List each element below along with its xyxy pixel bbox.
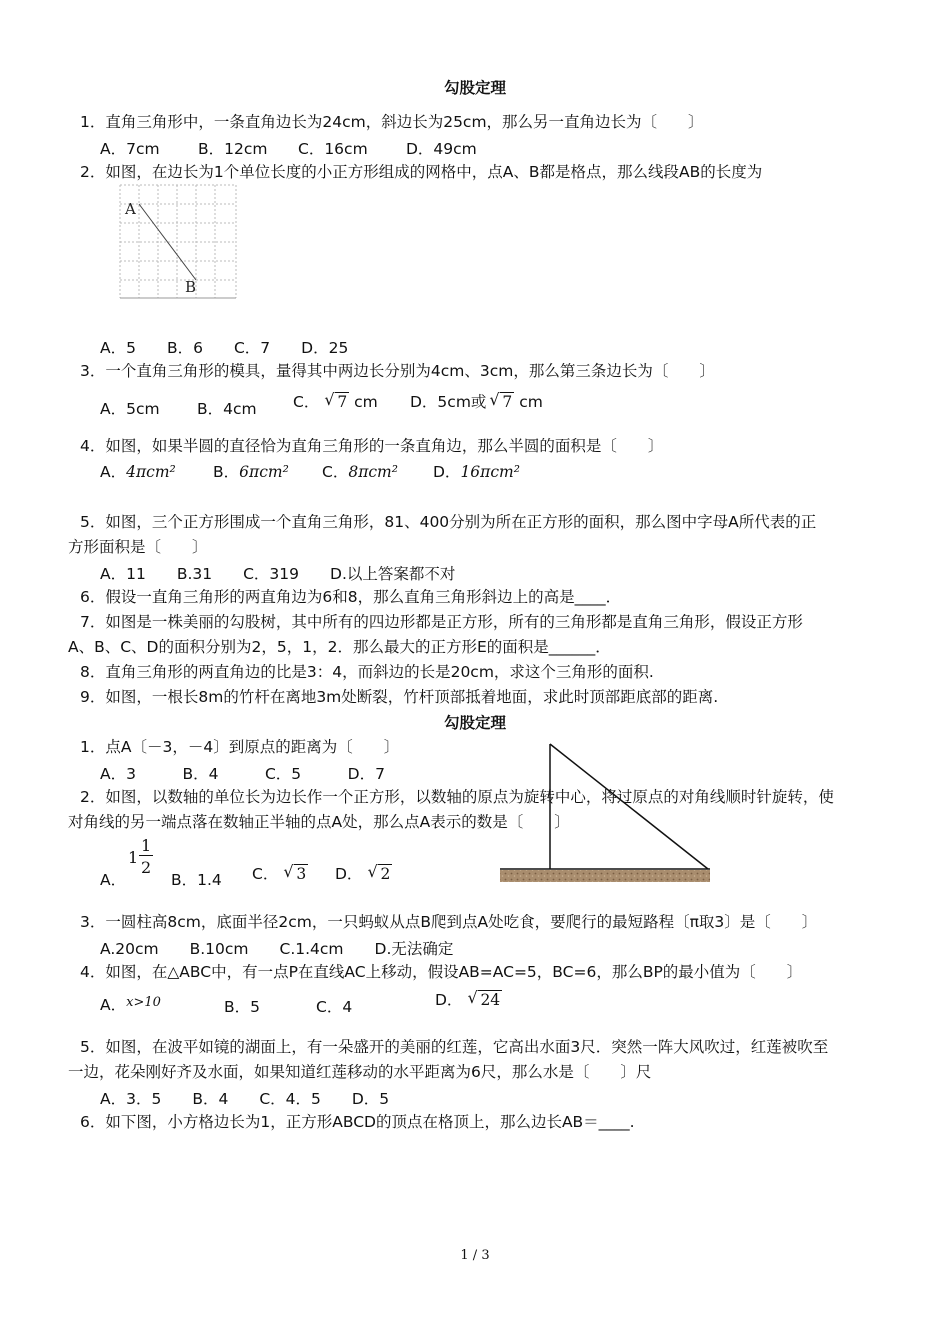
q4-option-b: B．6πcm²: [213, 463, 289, 481]
sqrt-icon: √ 7: [500, 392, 514, 411]
p2-q2-option-d: D．√ 2: [335, 862, 392, 884]
sqrt-icon: √ 2: [378, 864, 392, 883]
q1-option-b: B．12cm: [198, 140, 268, 158]
question-7-line2: A、B、C、D的面积分别为2，5，1，2．那么最大的正方形E的面积是______．: [68, 638, 611, 656]
q3-option-d: D．5cm或√ 7 cm: [410, 390, 543, 412]
question-4: 4．如图，如果半圆的直径恰为直角三角形的一条直角边，那么半圆的面积是〔 〕: [80, 437, 664, 455]
question-5-line2: 方形面积是〔 〕: [68, 538, 208, 556]
q3-option-a: A．5cm: [100, 400, 160, 418]
grid-figure: [118, 183, 240, 301]
q3-option-c: C．√ 7 cm: [293, 390, 378, 412]
page-title: 勾股定理: [443, 79, 506, 97]
p2-question-4: 4．如图，在△ABC中，有一点P在直线AC上移动，假设AB=AC=5，BC=6，那么BP的最小值为〔 〕: [80, 963, 803, 981]
question-3: 3．一个直角三角形的模具，量得其中两边长分别为4cm、3cm，那么第三条边长为〔 〕: [80, 362, 715, 380]
p2-question-2-line1: 2．如图，以数轴的单位长为边长作一个正方形，以数轴的原点为旋转中心，将过原点的对角线顺时针旋转，使: [80, 788, 834, 806]
p2-q2-option-c: C．√ 3: [252, 862, 308, 884]
p2-q4-option-c: C．4: [316, 998, 353, 1016]
label-b: B: [185, 278, 197, 296]
question-1: 1．直角三角形中，一条直角边长为24cm，斜边长为25cm，那么另一直角边长为〔 〕: [80, 113, 704, 131]
question-9: 9．如图，一根长8m的竹杆在离地3m处断裂，竹杆顶部抵着地面，求此时顶部距底部的距离.: [80, 688, 719, 706]
label-a: A: [125, 200, 136, 218]
p2-question-2-line2: 对角线的另一端点落在数轴正半轴的点A处，那么点A表示的数是〔 〕: [68, 813, 570, 831]
question-7-line1: 7．如图是一株美丽的勾股树，其中所有的四边形都是正方形，所有的三角形都是直角三角形，假设正方形: [80, 613, 803, 631]
p2-question-5-line2: 一边，花朵刚好齐及水面，如果知道红莲移动的水平距离为6尺，那么水是〔 〕尺: [68, 1063, 652, 1081]
sqrt-icon: √ 7: [335, 392, 349, 411]
q4-option-c: C．8πcm²: [322, 463, 398, 481]
sqrt-icon: √ 24: [478, 990, 502, 1009]
q1-option-d: D．49cm: [406, 140, 477, 158]
p2-q3-options: A.20cm B.10cm C.1.4cm D.无法确定: [100, 940, 454, 958]
q2-options: A．5 B．6 C．7 D．25: [100, 339, 349, 357]
p2-question-6: 6．如下图，小方格边长为1，正方形ABCD的顶点在格顶上，那么边长AB＝____.: [80, 1113, 635, 1131]
question-2: 2．如图，在边长为1个单位长度的小正方形组成的网格中，点A、B都是格点，那么线段AB的长度为: [80, 163, 763, 181]
segment-ab: [139, 204, 196, 280]
p2-q2-option-a-prefix: A．: [100, 871, 127, 889]
question-5-line1: 5．如图，三个正方形围成一个直角三角形，81、400分别为所在正方形的面积，那么图中字母A所代表的正: [80, 513, 817, 531]
p2-question-3: 3．一圆柱高8cm，底面半径2cm，一只蚂蚁从点B爬到点A处吃食，要爬行的最短路程〔π取3〕是〔 〕: [80, 913, 818, 931]
q1-option-c: C．16cm: [298, 140, 368, 158]
section-title: 勾股定理: [443, 714, 506, 732]
q5-options: A．11 B.31 C．319 D.以上答案都不对: [100, 565, 456, 583]
q4-option-a: A．4πcm²: [100, 463, 176, 481]
p2-q4-option-d: D．√ 24: [435, 988, 502, 1010]
q4-option-d: D．16πcm²: [433, 463, 520, 481]
p2-q4-option-b: B．5: [224, 998, 260, 1016]
p2-q2-option-b: B．1.4: [171, 871, 222, 889]
sqrt-icon: √ 3: [294, 864, 308, 883]
page-number: 1 / 3: [460, 1248, 490, 1263]
p2-question-1: 1．点A〔－3，－4〕到原点的距离为〔 〕: [80, 738, 400, 756]
p2-q1-options: A．3 B．4 C．5 D．7: [100, 765, 385, 783]
q3-option-b: B．4cm: [197, 400, 257, 418]
question-8: 8．直角三角形的两直角边的比是3：4，而斜边的长是20cm，求这个三角形的面积.: [80, 663, 654, 681]
question-6: 6．假设一直角三角形的两直角边为6和8，那么直角三角形斜边上的高是____．: [80, 588, 622, 606]
q1-option-a: A．7cm: [100, 140, 160, 158]
p2-q5-options: A．3．5 B．4 C．4．5 D．5: [100, 1090, 390, 1108]
p2-q4-option-a: A．$^{x>10}$: [100, 995, 161, 1014]
p2-question-5-line1: 5．如图，在波平如镜的湖面上，有一朵盛开的美丽的红莲，它高出水面3尺．突然一阵大风吹过，红莲被吹至: [80, 1038, 829, 1056]
